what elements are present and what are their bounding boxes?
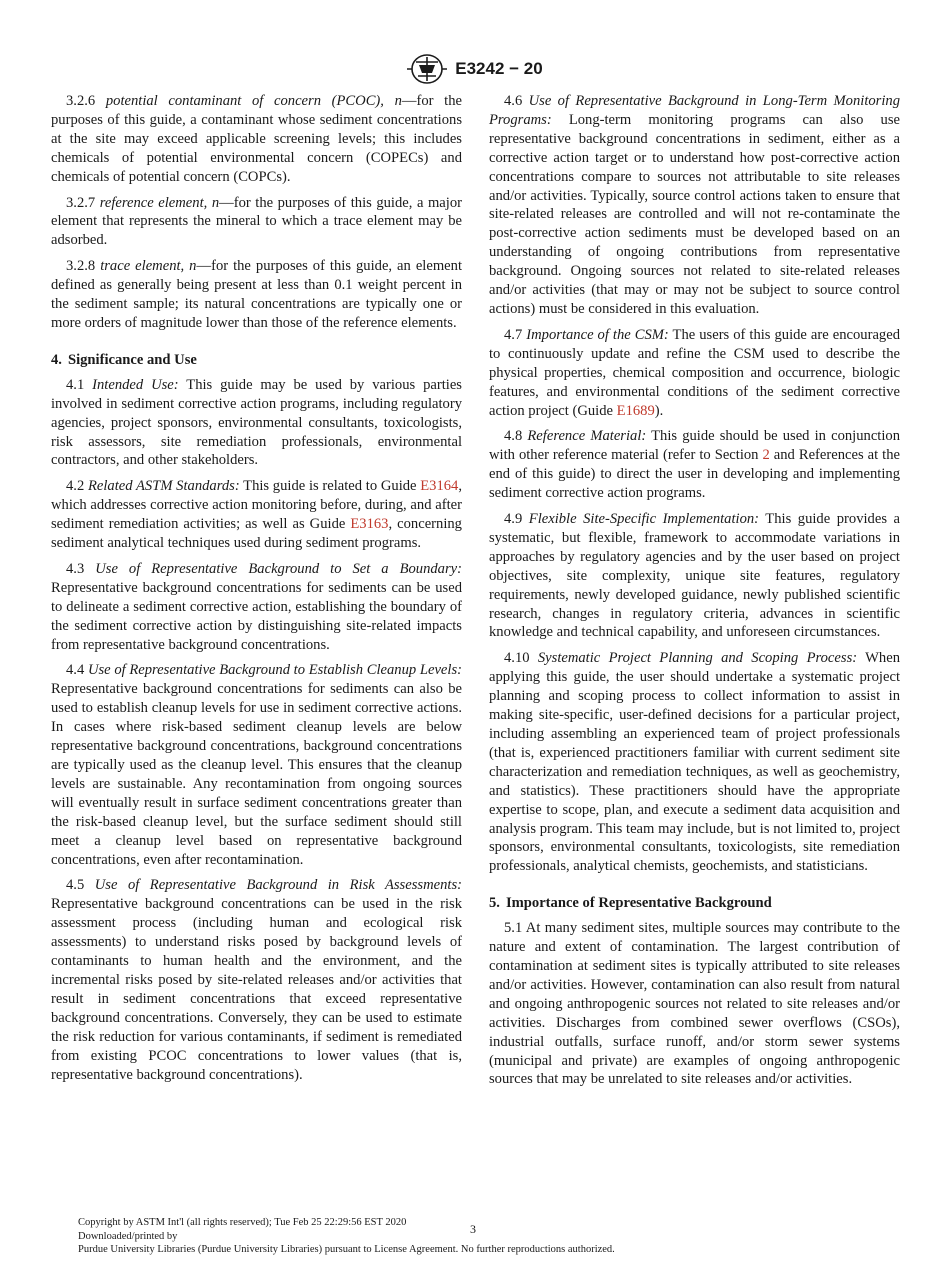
- section-4-heading: 4. Significance and Use: [51, 351, 197, 368]
- paragraph-4-3: 4.3 Use of Representative Background to Set a Boundary: Representative background concentrations for sediments can be used to delineate a sediment corrective action, establishing the boundary of the sediment corrective action by distinguishing site-related impacts from representative background concentrations.: [51, 560, 462, 653]
- paragraph-5-1: 5.1 At many sediment sites, multiple sources may contribute to the nature and extent of contamination. The largest contribution of contamination at sediment sites is typically attributed to site releases and/or activities. However, contamination can also result from natural and ongoing anthropogenic sources not related to site releases and/or activities. Discharges from combined sewer overflows (CSOs), industrial outfalls, surface runoff, and/or storm sewer systems (municipal and private) are examples of ongoing anthropogenic sources that may be unrelated to site releases and/or activities.: [489, 920, 900, 1088]
- astm-logo-icon: [407, 53, 447, 85]
- footer-license-line: Purdue University Libraries (Purdue University Libraries) pursuant to License Agreement. No further reproductions authorized.: [78, 1244, 615, 1255]
- paragraph-4-9: 4.9 Flexible Site-Specific Implementation: This guide provides a systematic, but flexible, framework to accommodate variations in approaches by regulatory agencies and by the user based on project objectives, site complexity, unique site features, regulatory requirements, newly developed guidance, newly published scientific research, changes in regulatory criteria, advances in scientific knowledge and technical capability, and unforeseen circumstances.: [489, 511, 900, 641]
- section-5-heading: 5. Importance of Representative Background: [489, 895, 772, 912]
- link-e3164[interactable]: E3164: [420, 478, 459, 495]
- link-e1689[interactable]: E1689: [616, 402, 655, 419]
- paragraph-4-8: 4.8 Reference Material: This guide should be used in conjunction with other reference material (refer to Section 2 and References at the end of this guide) to direct the user in developing and implementing sediment corrective action programs.: [489, 428, 901, 502]
- paragraph-4-1: 4.1 Intended Use: This guide may be used by various parties involved in sediment corrective action programs, including regulatory agencies, project sponsors, environmental consultants, toxicologists, risk assessors, site remediation professionals, environmental contractors, and other stakeholders.: [51, 376, 462, 469]
- paragraph-3-2-8: 3.2.8 trace element, n—for the purposes of this guide, an element defined as generally being present at less than 0.1 weight percent in the sediment sample; its natural concentrations are typically one or more orders of magnitude lower than those of the reference elements.: [51, 258, 463, 331]
- paragraph-3-2-6: 3.2.6 potential contaminant of concern (PCOC), n—for the purposes of this guide, a contaminant whose sediment concentrations at the site may exceed applicable screening levels; this includes chemicals of potential environmental concern (COPECs) and chemicals of potential concern (COPCs).: [51, 93, 462, 185]
- link-e3163[interactable]: E3163: [350, 516, 389, 533]
- paragraph-4-5: 4.5 Use of Representative Background in Risk Assessments: Representative background concentrations can be used in the risk assessment process (including human and ecological risk assessments) to understand risks posed by background levels of contaminants to human health and the environment, and the incremental risks posed by site-related releases and/or activities that result in sediment concentrations that exceed representative background concentrations. Conversely, they can be used to estimate the risk reduction for various contaminants, if sediment is remediated from existing PCOC concentrations to lower values (that is, representative background concentrations).: [51, 877, 462, 1083]
- copyright-footer: [78, 1216, 878, 1257]
- footer-copyright-line: Copyright by ASTM Int'l (all rights reserved); Tue Feb 25 22:29:56 EST 2020: [78, 1217, 407, 1228]
- standard-designation: E3242 − 20: [455, 59, 543, 78]
- left-column: [51, 92, 462, 1091]
- right-column: [489, 92, 900, 1096]
- paragraph-4-10: 4.10 Systematic Project Planning and Scoping Process: When applying this guide, the user should undertake a systematic project planning and scoping process to collect information to assist in making site-specific, user-defined decisions for a particular project, including assembling an experienced team of project professionals (that is, experienced practitioners familiar with current sediment site characterization and remediation techniques, as well as geochemistry, and statistics). These practitioners should have the appropriate expertise to scope, plan, and execute a sediment data acquisition and analysis program. This team may include, but is not limited to, project sponsors, environmental consultants, toxicologists, site remediation professionals, analytical chemists, geochemists, and statisticians.: [489, 650, 900, 875]
- paragraph-4-2: 4.2 Related ASTM Standards: This guide is related to Guide E3164, which addresses corrective action monitoring before, during, and after sediment remediation activities; as well as Guide E3163, concerning sediment analytical techniques used during sediment programs.: [51, 478, 462, 552]
- paragraph-4-4: 4.4 Use of Representative Background to Establish Cleanup Levels: Representative background concentrations for sediments can also be used to establish cleanup levels for use in sediment corrective actions. In cases where risk-based sediment cleanup levels are below representative background concentrations, background concentrations are typically used as the cleanup level. This ensures that the cleanup levels are sustainable. Any recontamination from ongoing sources will eventually result in surface sediment concentrations greater than the risk-based cleanup level, but the surface sediment should still meet a cleanup level based on representative background concentrations, even after recontamination.: [51, 662, 462, 868]
- paragraph-4-7: 4.7 Importance of the CSM: The users of this guide are encouraged to continuously update and refine the CSM used to describe the physical properties, chemical composition and occurrence, biologic features, and environmental conditions of the sediment corrective action project (Guide E1689).: [489, 326, 900, 419]
- footer-downloaded-line: Downloaded/printed by: [78, 1230, 178, 1242]
- page-header: [0, 52, 950, 86]
- link-section-2[interactable]: 2: [762, 447, 770, 464]
- paragraph-3-2-7: 3.2.7 reference element, n—for the purposes of this guide, a major element that represents the mineral to which a trace element may be adsorbed.: [51, 194, 462, 249]
- paragraph-4-6: 4.6 Use of Representative Background in Long-Term Monitoring Programs: Long-term monitoring programs can also use representative background concentrations in sediment, either as a corrective action target or to understand how post-corrective action concentrations compare to sources not attributable to site releases and/or activities. Typically, source control actions taken to ensure that site-related releases are controlled and will not re-contaminate the post-corrective action sediments must be developed based on an understanding of ongoing contributions from representative background. Ongoing sources not related to site-related releases and/or activities (that may or may not be subject to source control actions) must be considered in this evaluation.: [489, 93, 900, 317]
- page-number: 3: [470, 1222, 476, 1236]
